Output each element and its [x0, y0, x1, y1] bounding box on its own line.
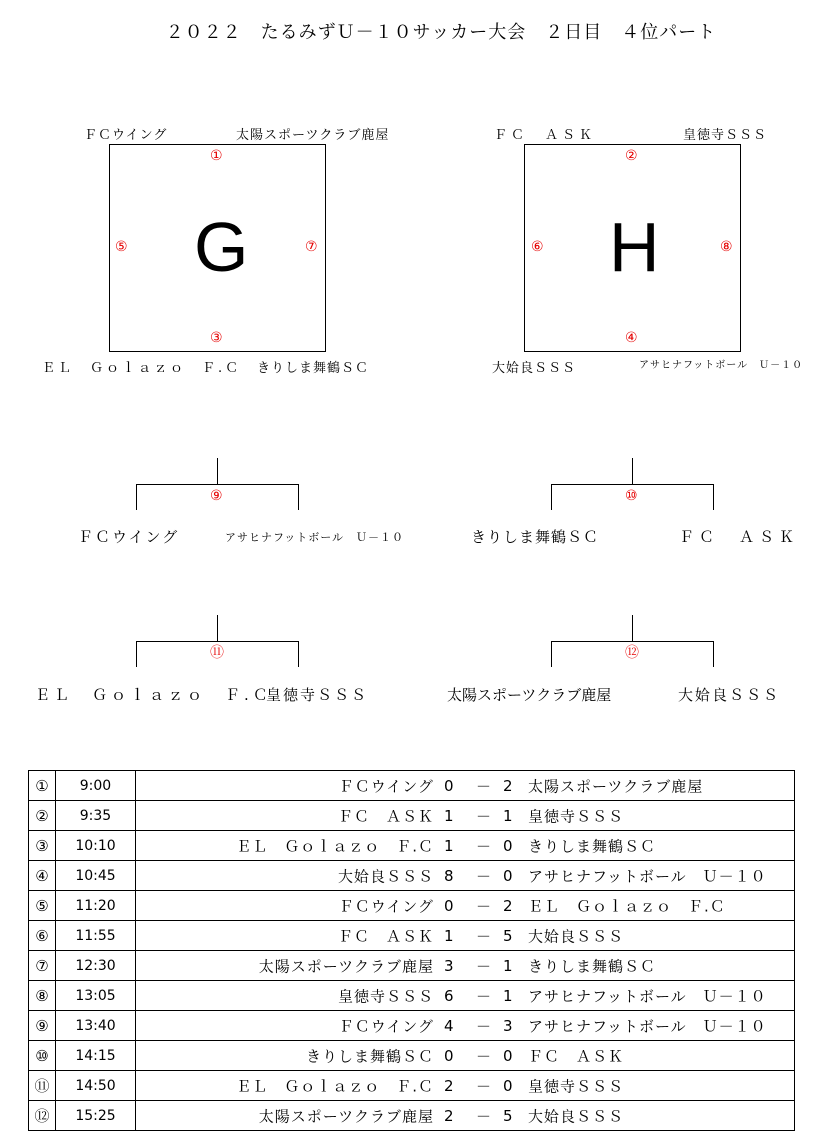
- bracket-10-left-team: きりしま舞鶴ＳＣ: [471, 528, 600, 546]
- schedule-row: [29, 981, 795, 1011]
- bracket-9-left-leg: [136, 484, 137, 510]
- away-score: 0: [503, 866, 513, 885]
- home-score: 3: [444, 956, 454, 975]
- kickoff-time: 15:25: [56, 1101, 136, 1131]
- kickoff-time: 10:45: [56, 861, 136, 891]
- match-cell: [136, 891, 795, 921]
- bracket-11-right-leg: [298, 641, 299, 667]
- match-cell: [136, 1041, 795, 1071]
- away-team: ＥＬ Ｇｏｌａｚｏ Ｆ.Ｃ: [528, 897, 726, 915]
- match-number: ⑦: [29, 951, 56, 981]
- bracket-10-stem: [632, 458, 633, 484]
- match-cell: [136, 951, 795, 981]
- away-score: 2: [503, 896, 513, 915]
- match-number: ⑪: [29, 1071, 56, 1101]
- match-number-10: ⑩: [625, 488, 638, 504]
- score-separator: －: [476, 867, 492, 885]
- kickoff-time: 14:50: [56, 1071, 136, 1101]
- group-g-letter: G: [194, 208, 249, 286]
- kickoff-time: 9:00: [56, 771, 136, 801]
- score-separator: －: [476, 1047, 492, 1065]
- score-separator: －: [476, 1107, 492, 1125]
- score-separator: －: [476, 837, 492, 855]
- group-g-bottom-left-team: ＥＬ Ｇｏｌａｚｏ Ｆ.Ｃ: [42, 361, 242, 376]
- away-team: アサヒナフットボール Ｕ－１０: [528, 987, 767, 1005]
- kickoff-time: 14:15: [56, 1041, 136, 1071]
- away-score: 1: [503, 956, 513, 975]
- match-cell: [136, 861, 795, 891]
- home-team: 太陽スポーツクラブ鹿屋: [258, 1107, 434, 1125]
- home-score: 0: [444, 896, 454, 915]
- home-team: ＦＣウイング: [338, 897, 434, 915]
- group-h-letter: H: [609, 208, 660, 286]
- match-number-4: ④: [625, 330, 638, 346]
- home-score: 1: [444, 836, 454, 855]
- match-cell: [136, 981, 795, 1011]
- home-team: 太陽スポーツクラブ鹿屋: [258, 957, 434, 975]
- score-separator: －: [476, 987, 492, 1005]
- home-score: 8: [444, 866, 454, 885]
- match-number-2: ②: [625, 148, 638, 164]
- kickoff-time: 9:35: [56, 801, 136, 831]
- match-number-12: ⑫: [625, 645, 639, 661]
- group-h-bottom-left-team: 大姶良ＳＳＳ: [492, 361, 577, 376]
- match-cell: [136, 1071, 795, 1101]
- bracket-9-right-team: アサヒナフットボール Ｕ－１０: [225, 531, 405, 544]
- away-score: 0: [503, 1046, 513, 1065]
- away-team: 皇徳寺ＳＳＳ: [528, 807, 625, 825]
- schedule-row: [29, 861, 795, 891]
- schedule-row: [29, 951, 795, 981]
- match-number-3: ③: [210, 330, 223, 346]
- match-number-5: ⑤: [115, 239, 128, 255]
- bracket-9-stem: [217, 458, 218, 484]
- away-score: 0: [503, 1076, 513, 1095]
- home-team: ＦＣウイング: [338, 1017, 434, 1035]
- away-team: きりしま舞鶴ＳＣ: [528, 837, 657, 855]
- group-h-top-left-team: ＦＣ ＡＳＫ: [494, 128, 597, 143]
- kickoff-time: 12:30: [56, 951, 136, 981]
- away-score: 0: [503, 836, 513, 855]
- kickoff-time: 11:20: [56, 891, 136, 921]
- bracket-12-left-team: 太陽スポーツクラブ鹿屋: [447, 686, 612, 704]
- match-cell: [136, 831, 795, 861]
- match-number-8: ⑧: [720, 239, 733, 255]
- home-team: ＥＬ Ｇｏｌａｚｏ Ｆ.Ｃ: [236, 837, 434, 855]
- bracket-9-right-leg: [298, 484, 299, 510]
- schedule-body: [29, 771, 795, 1131]
- score-separator: －: [476, 927, 492, 945]
- match-cell: [136, 771, 795, 801]
- bracket-10-right-leg: [713, 484, 714, 510]
- match-number: ⑩: [29, 1041, 56, 1071]
- away-score: 1: [503, 806, 513, 825]
- score-separator: －: [476, 1077, 492, 1095]
- home-team: ＦＣ ＡＳＫ: [337, 807, 434, 825]
- group-h-top-right-team: 皇徳寺ＳＳＳ: [683, 128, 768, 143]
- schedule-row: [29, 831, 795, 861]
- group-g-bottom-right-team: きりしま舞鶴ＳＣ: [257, 361, 370, 376]
- page-title: ２０２２ たるみずＵ－１０サッカー大会 ２日目 ４位パート: [165, 22, 717, 43]
- match-number: ⑧: [29, 981, 56, 1011]
- match-number: ②: [29, 801, 56, 831]
- match-number-6: ⑥: [531, 239, 544, 255]
- bracket-11-right-team: 皇徳寺ＳＳＳ: [266, 686, 369, 704]
- schedule-row: [29, 801, 795, 831]
- away-team: アサヒナフットボール Ｕ－１０: [528, 1017, 767, 1035]
- kickoff-time: 13:40: [56, 1011, 136, 1041]
- bracket-10-right-team: ＦＣ ＡＳＫ: [679, 528, 800, 546]
- away-team: 太陽スポーツクラブ鹿屋: [528, 777, 704, 795]
- bracket-12-right-team: 大姶良ＳＳＳ: [678, 686, 781, 704]
- bracket-12-stem: [632, 615, 633, 641]
- schedule-row: [29, 1071, 795, 1101]
- bracket-9-left-team: ＦＣウイング: [78, 528, 180, 546]
- home-score: 1: [444, 806, 454, 825]
- group-g-top-left-team: ＦＣウイング: [84, 128, 168, 143]
- home-team: きりしま舞鶴ＳＣ: [305, 1047, 434, 1065]
- match-cell: [136, 921, 795, 951]
- match-number: ⑫: [29, 1101, 56, 1131]
- away-team: 皇徳寺ＳＳＳ: [528, 1077, 625, 1095]
- away-score: 2: [503, 776, 513, 795]
- match-number: ⑤: [29, 891, 56, 921]
- match-number-9: ⑨: [210, 488, 223, 504]
- score-separator: －: [476, 957, 492, 975]
- home-team: 大姶良ＳＳＳ: [337, 867, 434, 885]
- group-g-top-right-team: 太陽スポーツクラブ鹿屋: [236, 128, 390, 143]
- bracket-12-left-leg: [551, 641, 552, 667]
- home-team: ＥＬ Ｇｏｌａｚｏ Ｆ.Ｃ: [236, 1077, 434, 1095]
- bracket-11-left-leg: [136, 641, 137, 667]
- home-score: 0: [444, 1046, 454, 1065]
- schedule-row: [29, 1101, 795, 1131]
- away-score: 5: [503, 1106, 513, 1125]
- score-separator: －: [476, 897, 492, 915]
- home-score: 4: [444, 1016, 454, 1035]
- bracket-9-bar: [136, 484, 299, 485]
- away-team: きりしま舞鶴ＳＣ: [528, 957, 657, 975]
- bracket-11-bar: [136, 641, 299, 642]
- bracket-12-right-leg: [713, 641, 714, 667]
- away-score: 5: [503, 926, 513, 945]
- match-cell: [136, 1011, 795, 1041]
- away-team: ＦＣ ＡＳＫ: [528, 1047, 625, 1065]
- kickoff-time: 10:10: [56, 831, 136, 861]
- home-score: 2: [444, 1106, 454, 1125]
- home-team: 皇徳寺ＳＳＳ: [337, 987, 434, 1005]
- schedule-row: [29, 1011, 795, 1041]
- score-separator: －: [476, 1017, 492, 1035]
- home-score: 0: [444, 776, 454, 795]
- home-team: ＦＣ ＡＳＫ: [337, 927, 434, 945]
- away-score: 3: [503, 1016, 513, 1035]
- match-cell: [136, 1101, 795, 1131]
- away-score: 1: [503, 986, 513, 1005]
- match-number: ④: [29, 861, 56, 891]
- bracket-11-left-team: ＥＬ Ｇｏｌａｚｏ Ｆ.Ｃ: [35, 686, 272, 704]
- schedule-row: [29, 771, 795, 801]
- match-number-1: ①: [210, 148, 223, 164]
- home-score: 2: [444, 1076, 454, 1095]
- score-separator: －: [476, 777, 492, 795]
- bracket-12-bar: [551, 641, 714, 642]
- kickoff-time: 13:05: [56, 981, 136, 1011]
- away-team: アサヒナフットボール Ｕ－１０: [528, 867, 767, 885]
- match-number-11: ⑪: [210, 645, 224, 661]
- away-team: 大姶良ＳＳＳ: [528, 927, 625, 945]
- match-number: ⑥: [29, 921, 56, 951]
- match-cell: [136, 801, 795, 831]
- schedule-row: [29, 921, 795, 951]
- bracket-11-stem: [217, 615, 218, 641]
- home-score: 1: [444, 926, 454, 945]
- schedule-row: [29, 891, 795, 921]
- home-team: ＦＣウイング: [338, 777, 434, 795]
- bracket-10-bar: [551, 484, 714, 485]
- score-separator: －: [476, 807, 492, 825]
- match-number-7: ⑦: [305, 239, 318, 255]
- schedule-row: [29, 1041, 795, 1071]
- schedule-table: [28, 770, 795, 1131]
- home-score: 6: [444, 986, 454, 1005]
- match-number: ⑨: [29, 1011, 56, 1041]
- bracket-10-left-leg: [551, 484, 552, 510]
- group-h-bottom-right-team: アサヒナフットボール Ｕ－１０: [639, 360, 804, 371]
- kickoff-time: 11:55: [56, 921, 136, 951]
- match-number: ③: [29, 831, 56, 861]
- match-number: ①: [29, 771, 56, 801]
- away-team: 大姶良ＳＳＳ: [528, 1107, 625, 1125]
